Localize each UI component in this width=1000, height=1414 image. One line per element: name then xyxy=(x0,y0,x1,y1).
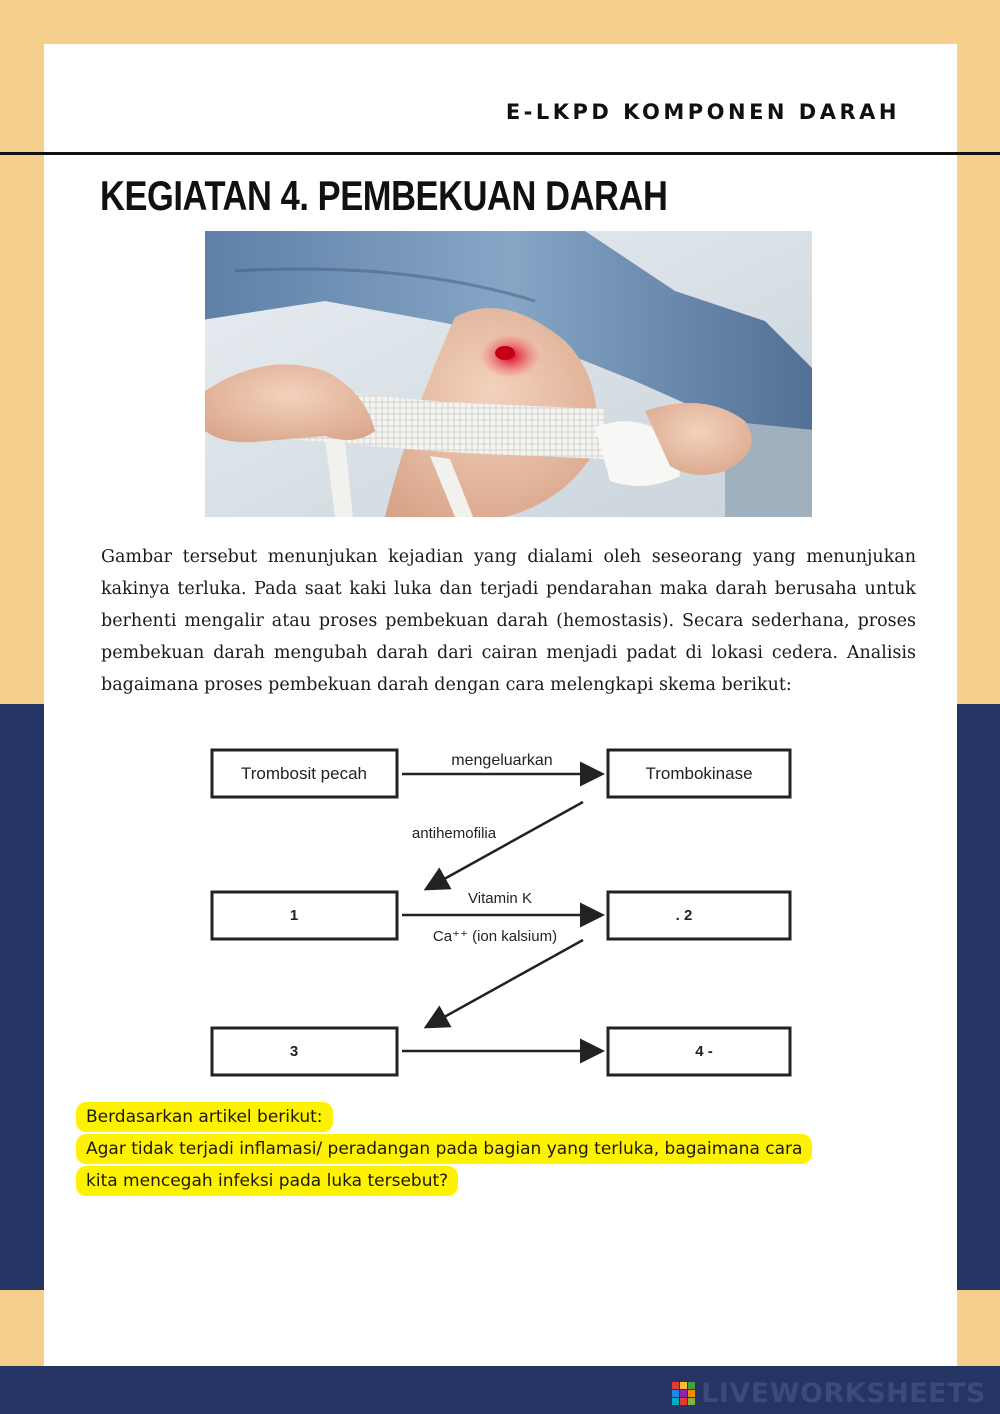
question-block xyxy=(76,1102,916,1196)
label-antihemofilia: antihemofilia xyxy=(411,825,497,842)
question-line-3: kita mencegah infeksi pada luka tersebut? xyxy=(76,1166,458,1196)
activity-title: KEGIATAN 4. PEMBEKUAN DARAH xyxy=(100,172,668,219)
box-3 xyxy=(212,1028,397,1075)
blood-clotting-diagram xyxy=(200,740,810,1090)
box-trombosit-label: Trombosit pecah xyxy=(241,764,367,783)
box-1 xyxy=(212,892,397,939)
box-4 xyxy=(608,1028,790,1075)
box-2-label: . 2 xyxy=(675,907,693,924)
label-mengeluarkan: mengeluarkan xyxy=(451,752,553,769)
label-vitamin-k: Vitamin K xyxy=(468,890,532,907)
box-1-label: 1 xyxy=(289,907,299,924)
intro-paragraph: Gambar tersebut menunjukan kejadian yang dialami oleh seseorang yang menunjukan kakinya terluka. Pada saat kaki luka dan terjadi pendarahan maka darah berusaha untuk berhenti mengalir atau proses pembekuan darah (hemostasis). Secara sederhana, proses pembekuan darah mengubah darah dari cairan menjadi padat di lokasi cedera. Analisis bagaimana proses pembekuan darah dengan cara melengkapi skema berikut: xyxy=(101,547,916,695)
arrow-2-to-3 xyxy=(428,940,583,1026)
box-trombokinase xyxy=(608,750,790,797)
arrow-trombokinase-to-1 xyxy=(428,802,583,888)
box-4-label: 4 - xyxy=(695,1043,713,1060)
liveworksheets-logo[interactable] xyxy=(672,1378,986,1409)
box-3-label: 3 xyxy=(289,1043,299,1060)
liveworksheets-brand: LIVEWORKSHEETS xyxy=(701,1378,986,1409)
box-2 xyxy=(608,892,790,939)
question-line-2: Agar tidak terjadi inflamasi/ peradangan pada bagian yang terluka, bagaimana cara xyxy=(76,1134,812,1164)
liveworksheets-grid-icon xyxy=(672,1382,695,1405)
question-line-1: Berdasarkan artikel berikut: xyxy=(76,1102,333,1132)
header-divider xyxy=(0,152,1000,155)
label-calcium: Ca⁺⁺ (ion kalsium) xyxy=(432,928,558,945)
box-trombokinase-label: Trombokinase xyxy=(645,764,753,783)
worksheet-header-title: E-LKPD KOMPONEN DARAH xyxy=(505,100,900,124)
box-trombosit-pecah xyxy=(212,750,397,797)
injured-knee-photo xyxy=(205,231,812,517)
